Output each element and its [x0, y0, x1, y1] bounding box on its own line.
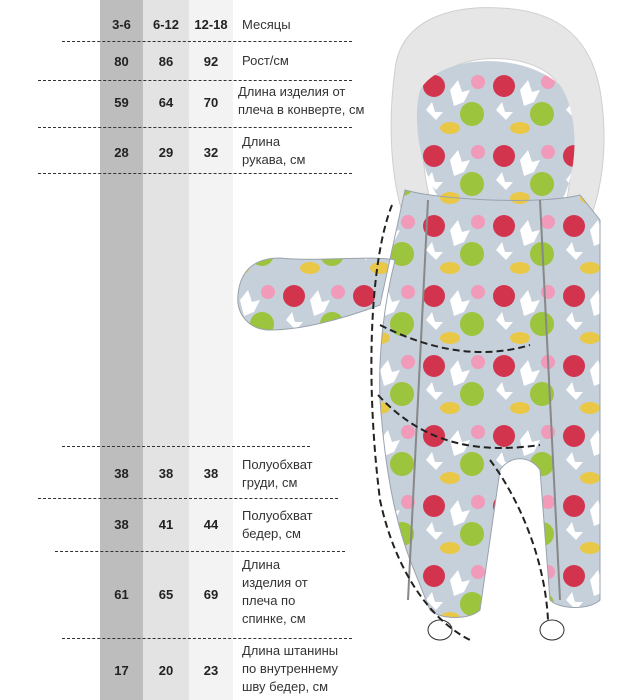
- row-chest-c1: 38: [114, 466, 129, 481]
- row-hips-c3: 44: [203, 517, 219, 532]
- header-12-18: 12-18: [194, 17, 228, 32]
- divider: [38, 127, 352, 128]
- row-inseam-label: Длина штанины по внутреннему шву бедер, см: [242, 643, 339, 694]
- row-back-length-c1: 61: [114, 587, 129, 602]
- row-sleeve-label: Длина рукава, см: [242, 134, 306, 167]
- row-length-envelope-c1: 59: [114, 95, 129, 110]
- divider: [62, 446, 310, 447]
- row-height-c2: 86: [158, 54, 174, 69]
- row-chest-c2: 38: [158, 466, 174, 481]
- row-sleeve-c2: 29: [158, 145, 174, 160]
- row-hips-c1: 38: [114, 517, 129, 532]
- row-back-length-c3: 69: [203, 587, 219, 602]
- row-inseam-c3: 23: [203, 663, 219, 678]
- row-length-envelope-c3: 70: [203, 95, 219, 110]
- row-chest-label: Полуобхват груди, см: [242, 457, 313, 490]
- row-height-c1: 80: [114, 54, 129, 69]
- divider: [55, 551, 345, 552]
- header-3-6: 3-6: [112, 17, 131, 32]
- row-hips-label: Полуобхват бедер, см: [242, 508, 313, 541]
- divider: [38, 80, 352, 81]
- row-length-envelope-label: Длина изделия от плеча в конверте, см: [238, 84, 365, 117]
- divider: [38, 173, 352, 174]
- row-sleeve-c3: 32: [203, 145, 219, 160]
- divider: [62, 41, 352, 42]
- header-6-12: 6-12: [152, 17, 180, 32]
- row-back-length-c2: 65: [158, 587, 174, 602]
- row-length-envelope-c2: 64: [158, 95, 174, 110]
- header-label: Месяцы: [242, 17, 291, 32]
- divider: [38, 498, 338, 499]
- row-inseam-c1: 17: [114, 663, 129, 678]
- row-inseam-c2: 20: [158, 663, 174, 678]
- divider: [62, 638, 352, 639]
- row-height-label: Рост/см: [242, 53, 289, 68]
- row-hips-c2: 41: [158, 517, 174, 532]
- row-back-length-label: Длина изделия от плеча по спинке, см: [242, 557, 308, 626]
- row-chest-c3: 38: [203, 466, 219, 481]
- row-height-c3: 92: [203, 54, 219, 69]
- row-sleeve-c1: 28: [114, 145, 129, 160]
